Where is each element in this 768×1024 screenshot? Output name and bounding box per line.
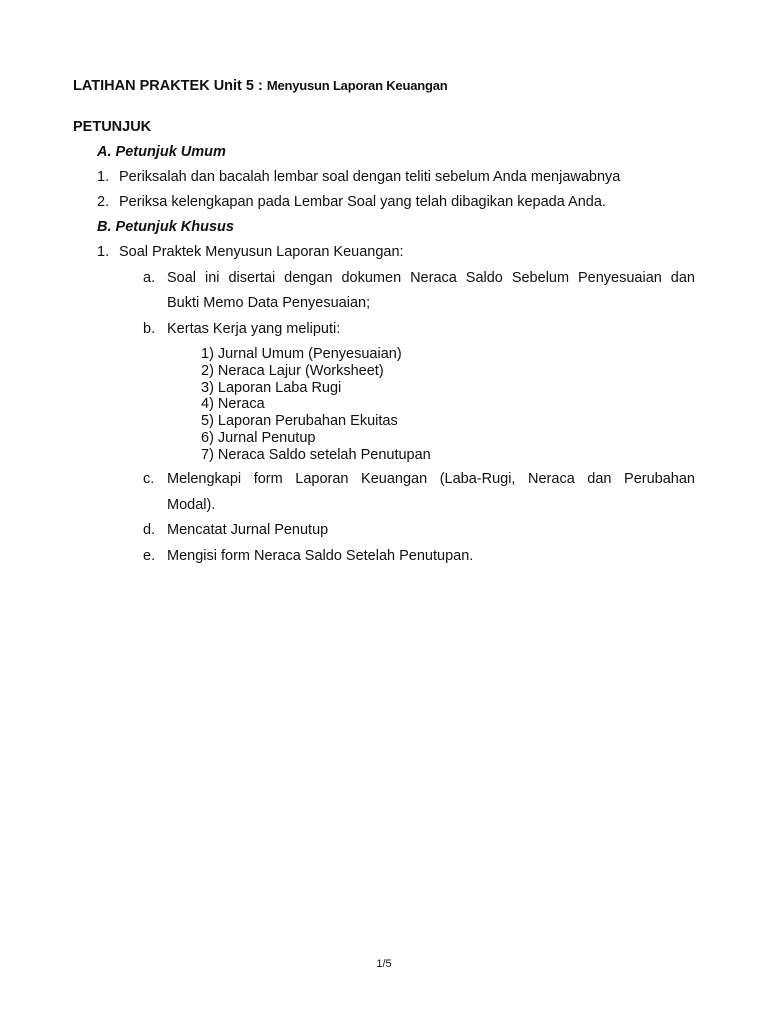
sublist-item: 1) Jurnal Umum (Penyesuaian): [201, 346, 402, 362]
item-text: Periksalah dan bacalah lembar soal dengan teliti sebelum Anda menjawabnya: [119, 169, 621, 185]
item-a-line-2: Bukti Memo Data Penyesuaian;: [167, 295, 371, 311]
item-a-letter: a.: [143, 270, 156, 286]
item-c-letter: c.: [143, 471, 155, 487]
page-number: 1/5: [376, 958, 392, 970]
sublist-item: 5) Laporan Perubahan Ekuitas: [201, 413, 398, 430]
item-number: 1.: [97, 169, 110, 185]
section-a-title: A. Petunjuk Umum: [97, 144, 226, 160]
item-text: Periksa kelengkapan pada Lembar Soal yang telah dibagikan kepada Anda.: [119, 194, 606, 210]
sublist-item: 7) Neraca Saldo setelah Penutupan: [201, 446, 431, 463]
document-title: [73, 78, 447, 94]
item-c-line-2: Modal).: [167, 497, 216, 513]
section-b-title: B. Petunjuk Khusus: [97, 219, 234, 235]
item-e-text: Mengisi form Neraca Saldo Setelah Penutupan.: [167, 548, 474, 564]
item-d-letter: d.: [143, 522, 156, 538]
item-e-letter: e.: [143, 548, 156, 564]
item-number: 2.: [97, 194, 110, 210]
title-subtitle: Menyusun Laporan Keuangan: [266, 78, 448, 93]
petunjuk-heading: PETUNJUK: [73, 119, 152, 135]
item-c-line-1: Melengkapi form Laporan Keuangan (Laba-Rugi, Neraca dan Perubahan: [167, 471, 695, 487]
item-d-text: Mencatat Jurnal Penutup: [167, 522, 329, 538]
sublist-item: 6) Jurnal Penutup: [201, 429, 316, 446]
section-a-item-2: [97, 194, 606, 210]
item-text: Soal Praktek Menyusun Laporan Keuangan:: [119, 244, 404, 260]
item-number: 1.: [97, 244, 110, 260]
item-b-text: Kertas Kerja yang meliputi:: [167, 321, 341, 337]
worksheet-sublist: [201, 346, 431, 464]
sublist-item: 2) Neraca Lajur (Worksheet): [201, 362, 384, 379]
sublist-item: 4) Neraca: [201, 396, 265, 413]
item-b-letter: b.: [143, 321, 156, 337]
sublist-item: 3) Laporan Laba Rugi: [201, 379, 342, 396]
section-b-item-1: [97, 244, 404, 260]
title-main: LATIHAN PRAKTEK Unit 5 :: [73, 78, 263, 94]
item-a-line-1: Soal ini disertai dengan dokumen Neraca Saldo Sebelum Penyesuaian dan: [167, 270, 695, 286]
section-a-item-1: [97, 169, 620, 185]
